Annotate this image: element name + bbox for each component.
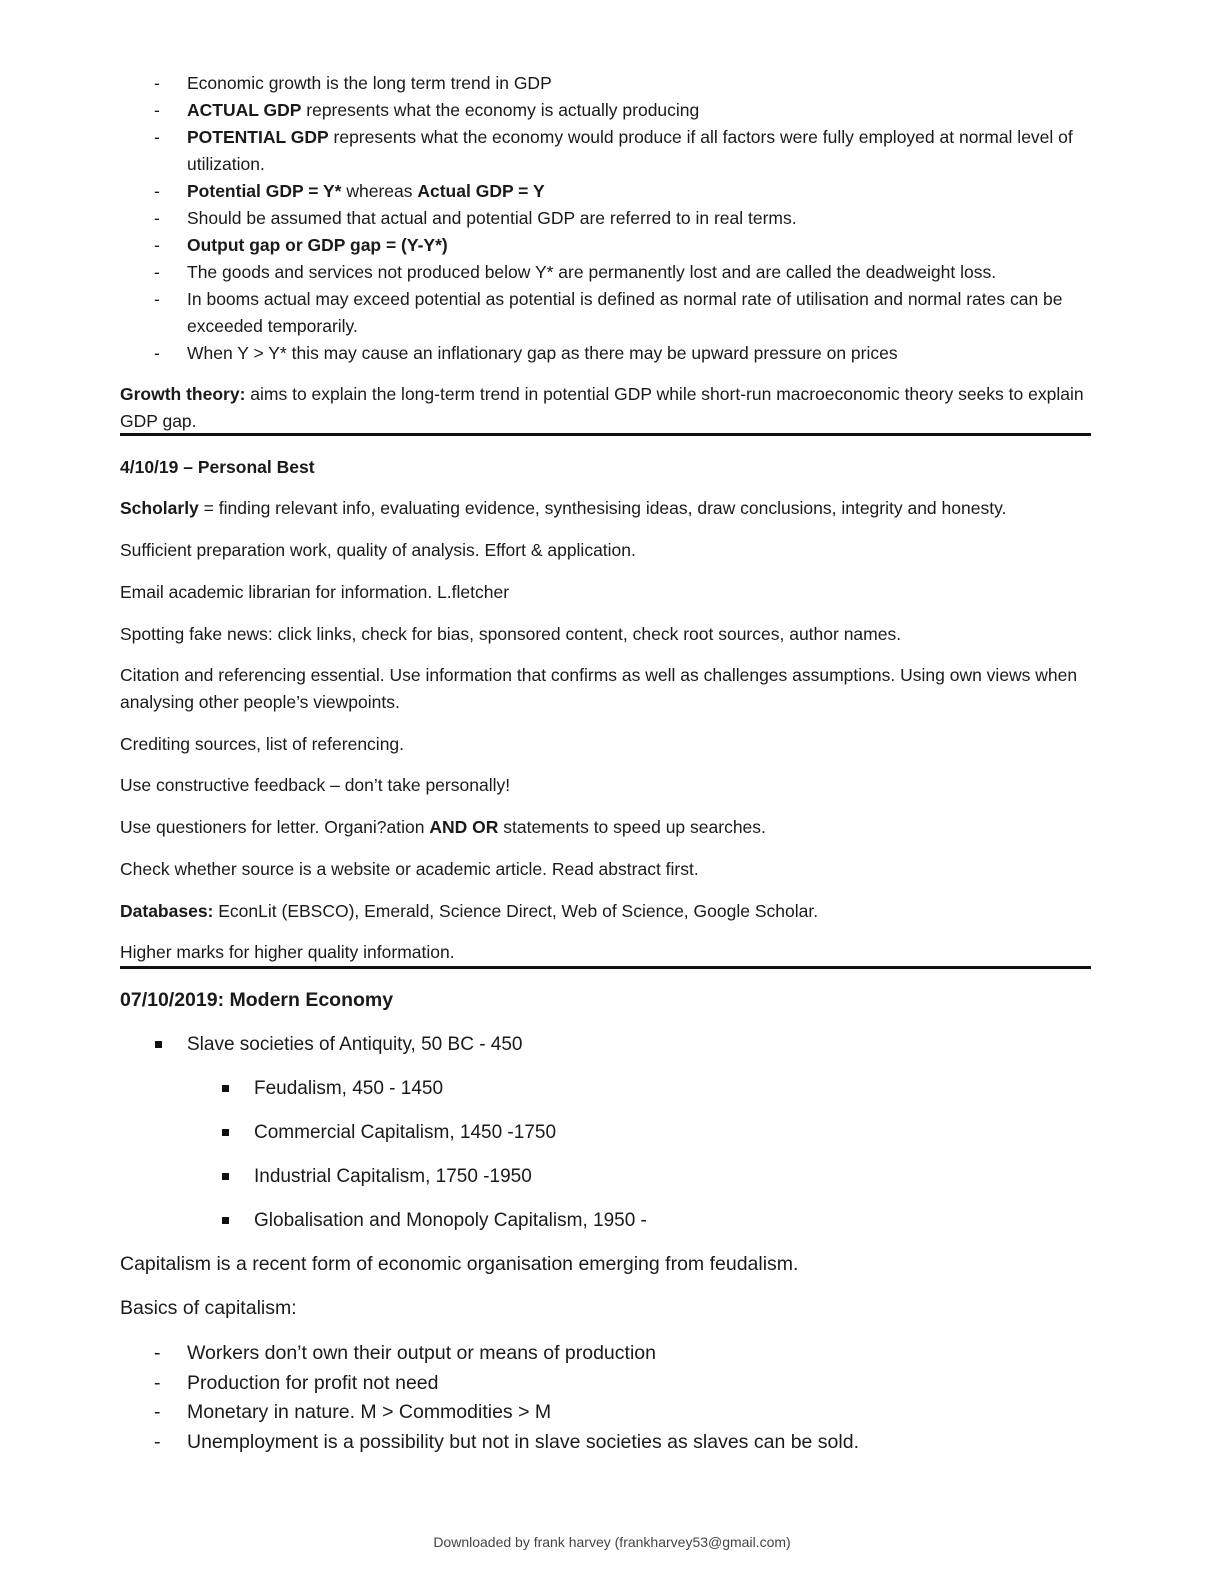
list-item: - Production for profit not need bbox=[120, 1369, 1090, 1399]
section-divider bbox=[120, 966, 1091, 969]
gdp-bullet-list bbox=[120, 70, 1090, 367]
paragraph-capitalism: Capitalism is a recent form of economic organisation emerging from feudalism. bbox=[120, 1253, 799, 1275]
paragraph-crediting: Crediting sources, list of referencing. bbox=[120, 734, 405, 754]
list-item: Commercial Capitalism, 1450 -1750 bbox=[222, 1119, 556, 1147]
square-bullet-icon bbox=[222, 1085, 229, 1092]
list-item: - Potential GDP = Y* whereas Actual GDP = Y bbox=[120, 178, 1090, 205]
list-item: - Economic growth is the long term trend in GDP bbox=[120, 70, 1090, 97]
list-item: - Should be assumed that actual and potential GDP are referred to in real terms. bbox=[120, 205, 1090, 232]
paragraph-basics: Basics of capitalism: bbox=[120, 1297, 297, 1319]
list-item: - Monetary in nature. M > Commodities > M bbox=[120, 1398, 1090, 1428]
list-item: Industrial Capitalism, 1750 -1950 bbox=[222, 1163, 532, 1191]
list-item: Feudalism, 450 - 1450 bbox=[222, 1075, 443, 1103]
paragraph-check-source: Check whether source is a website or academic article. Read abstract first. bbox=[120, 859, 699, 879]
paragraph-citation: Citation and referencing essential. Use information that confirms as well as challenges assumptions. Using own views when analysing other people’s viewpoints. bbox=[120, 665, 1078, 712]
square-bullet-icon bbox=[222, 1129, 229, 1136]
capitalism-basics-list bbox=[120, 1339, 1090, 1457]
paragraph-feedback: Use constructive feedback – don’t take personally! bbox=[120, 775, 511, 795]
square-bullet-icon bbox=[222, 1173, 229, 1180]
list-item: - POTENTIAL GDP represents what the economy would produce if all factors were fully employed at normal level of utilization. bbox=[120, 124, 1090, 178]
list-item: - In booms actual may exceed potential as potential is defined as normal rate of utilisation and normal rates can be exceeded temporarily. bbox=[120, 286, 1090, 340]
paragraph-email: Email academic librarian for information. L.fletcher bbox=[120, 582, 510, 602]
databases-paragraph: Databases: EconLit (EBSCO), Emerald, Science Direct, Web of Science, Google Scholar. bbox=[120, 901, 819, 921]
paragraph-higher-marks: Higher marks for higher quality information. bbox=[120, 942, 455, 962]
download-footer: Downloaded by frank harvey (frankharvey53@gmail.com) bbox=[433, 1534, 791, 1550]
list-item: - The goods and services not produced below Y* are permanently lost and are called the deadweight loss. bbox=[120, 259, 1090, 286]
list-item: - ACTUAL GDP represents what the economy is actually producing bbox=[120, 97, 1090, 124]
paragraph-fake-news: Spotting fake news: click links, check for bias, sponsored content, check root sources, author names. bbox=[120, 624, 902, 644]
list-item: - Workers don’t own their output or means of production bbox=[120, 1339, 1090, 1369]
list-item: - Output gap or GDP gap = (Y-Y*) bbox=[120, 232, 1090, 259]
list-item: - Unemployment is a possibility but not in slave societies as slaves can be sold. bbox=[120, 1428, 1090, 1458]
list-item: Globalisation and Monopoly Capitalism, 1950 - bbox=[222, 1207, 647, 1235]
section-heading-modern-economy: 07/10/2019: Modern Economy bbox=[120, 989, 394, 1011]
section-heading-personal-best: 4/10/19 – Personal Best bbox=[120, 457, 315, 477]
scholarly-paragraph: Scholarly = finding relevant info, evaluating evidence, synthesising ideas, draw conclusions, integrity and honesty. bbox=[120, 498, 1007, 518]
growth-theory-paragraph: Growth theory: aims to explain the long-term trend in potential GDP while short-run macroeconomic theory seeks to explain GDP gap. bbox=[120, 384, 1084, 431]
square-bullet-icon bbox=[155, 1041, 162, 1048]
list-item: Slave societies of Antiquity, 50 BC - 450 bbox=[155, 1031, 523, 1059]
paragraph-questioners: Use questioners for letter. Organi?ation AND OR statements to speed up searches. bbox=[120, 817, 766, 837]
square-bullet-icon bbox=[222, 1217, 229, 1224]
section-divider bbox=[120, 433, 1091, 436]
list-item: - When Y > Y* this may cause an inflationary gap as there may be upward pressure on prices bbox=[120, 340, 1090, 367]
paragraph-preparation: Sufficient preparation work, quality of analysis. Effort & application. bbox=[120, 540, 636, 560]
